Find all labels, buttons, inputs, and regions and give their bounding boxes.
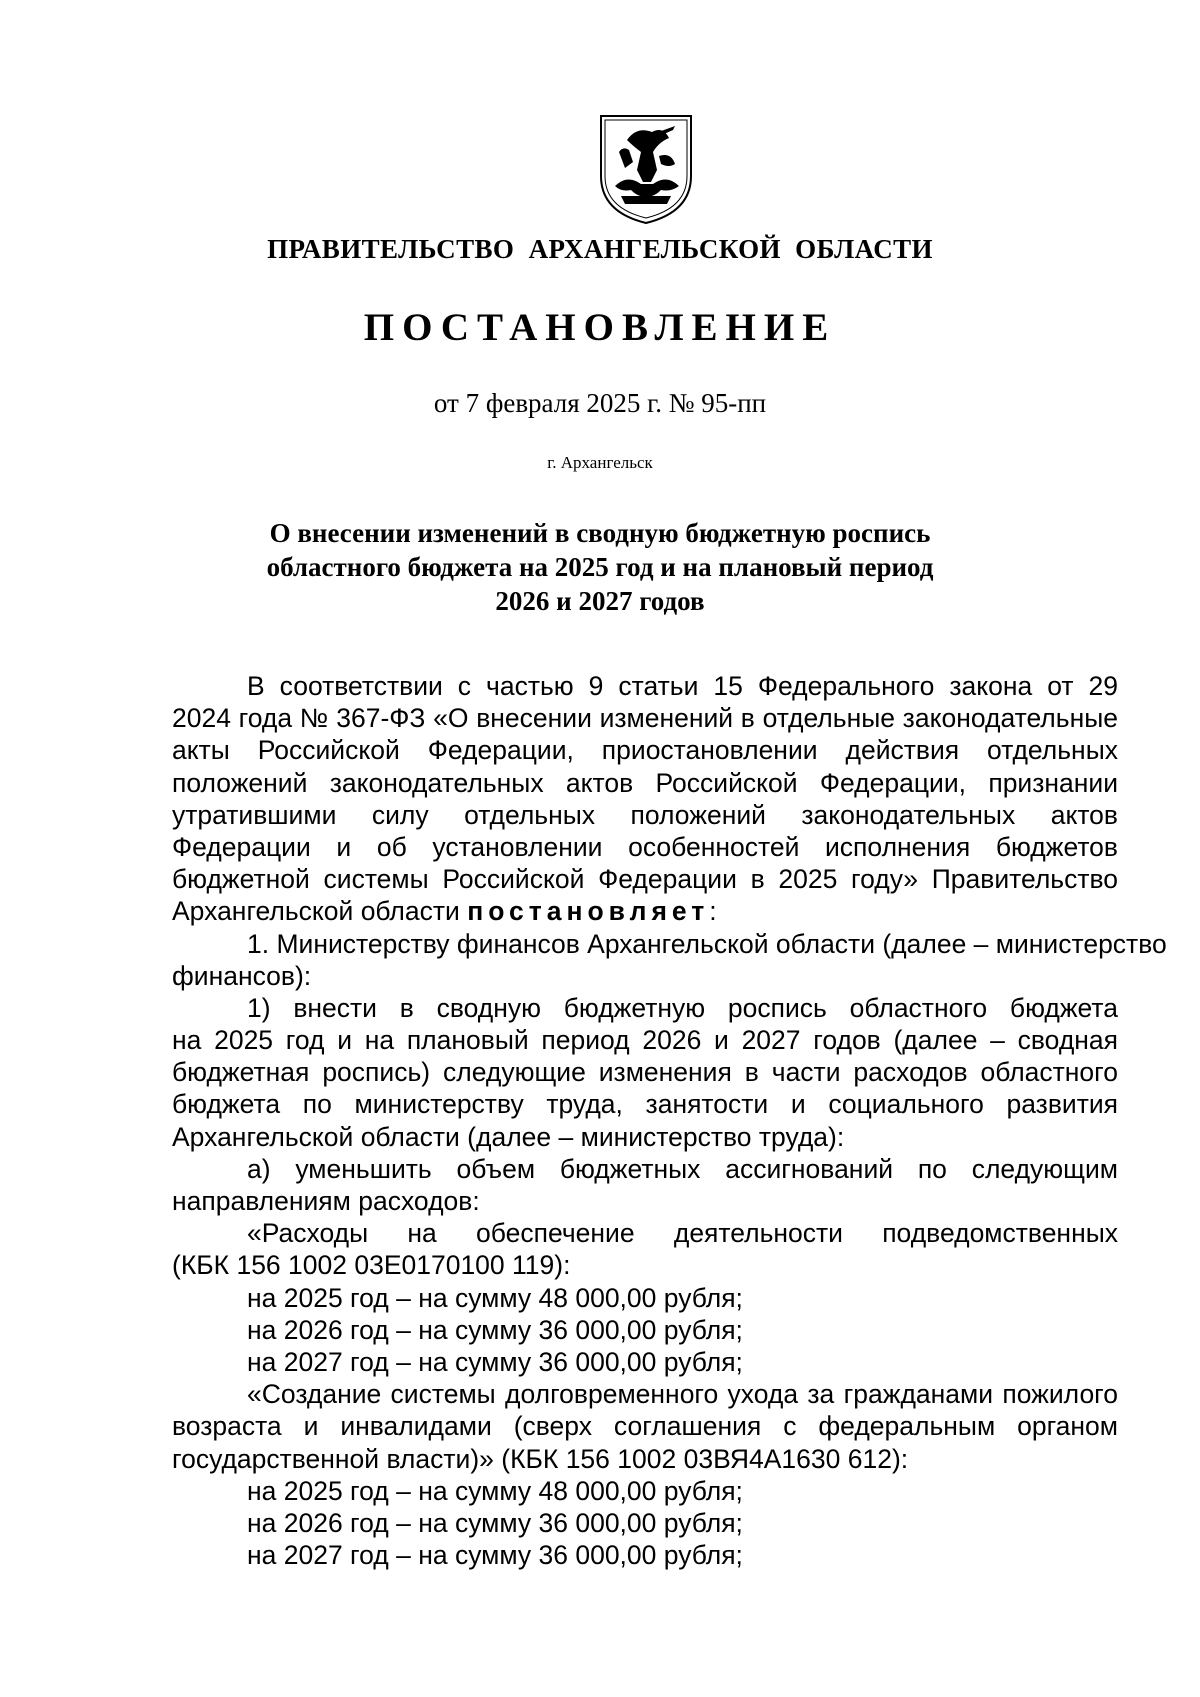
document-city: г. Архангельск — [547, 453, 653, 472]
body-line: бюджетной системы Российской Федерации в 2025 году» Правительство — [172, 864, 1118, 895]
body-line: «Расходы на обеспечение деятельности подведомственных — [247, 1218, 1118, 1249]
body-line: положений законодательных актов Российской Федерации, признании — [172, 767, 1118, 798]
body-line: на 2027 год – на сумму 36 000,00 рубля; — [247, 1346, 743, 1377]
body-line: утратившими силу отдельных положений законодательных актов — [172, 799, 1118, 830]
coat-of-arms-icon — [597, 112, 695, 226]
body-line: возраста и инвалидами (сверх соглашения с федеральным органом — [172, 1411, 1118, 1442]
organization-name: ПРАВИТЕЛЬСТВО АРХАНГЕЛЬСКОЙ ОБЛАСТИ — [267, 234, 933, 264]
body-line: (КБК 156 1002 03Е0170100 119): — [172, 1250, 571, 1281]
resolves-word: постановляет — [467, 896, 710, 927]
body-line: финансов): — [172, 960, 312, 991]
body-line: на 2026 год – на сумму 36 000,00 рубля; — [247, 1507, 743, 1538]
body-line: на 2026 год – на сумму 36 000,00 рубля; — [247, 1314, 743, 1345]
body-line: Архангельской области (далее – министерство труда): — [172, 1121, 845, 1152]
document-body — [172, 670, 1167, 1571]
title-line: 2026 и 2027 годов — [495, 586, 705, 616]
body-line: «Создание системы долговременного ухода за гражданами пожилого — [247, 1379, 1118, 1410]
body-line: Федерации и об установлении особенностей исполнения бюджетов — [172, 831, 1118, 862]
body-line: а) уменьшить объем бюджетных ассигнований по следующим — [247, 1153, 1118, 1184]
body-line: 1) внести в сводную бюджетную роспись областного бюджета — [247, 992, 1118, 1023]
title-line: областного бюджета на 2025 год и на плановый период — [266, 552, 934, 582]
body-line: государственной власти)» (КБК 156 1002 03ВЯ4А1630 612): — [172, 1443, 909, 1474]
body-line: 2024 года № 367-ФЗ «О внесении изменений в отдельные законодательные — [172, 703, 1118, 734]
title-line: О внесении изменений в сводную бюджетную роспись — [269, 518, 931, 548]
body-line: направлениям расходов: — [172, 1186, 480, 1216]
document-date-number: от 7 февраля 2025 г. № 95-пп — [433, 388, 767, 418]
body-line-resolves — [172, 895, 1118, 927]
body-line: на 2025 год – на сумму 48 000,00 рубля; — [247, 1282, 743, 1313]
body-line: на 2025 год и на плановый период 2026 и 2027 годов (далее – сводная — [172, 1025, 1118, 1056]
document-title — [0, 516, 1200, 618]
body-line: акты Российской Федерации, приостановлении действия отдельных — [172, 735, 1118, 766]
body-line: бюджета по министерству труда, занятости и социального развития — [172, 1089, 1118, 1120]
body-line: В соответствии с частью 9 статьи 15 Федерального закона от 29 — [247, 671, 1118, 701]
document-type: ПОСТАНОВЛЕНИЕ — [363, 306, 837, 349]
body-line: бюджетная роспись) следующие изменения в части расходов областного — [172, 1057, 1118, 1088]
body-line: 1. Министерству финансов Архангельской области (далее – министерство — [247, 928, 1167, 959]
body-line-part: Архангельской области — [172, 896, 468, 927]
body-line: на 2025 год – на сумму 48 000,00 рубля; — [247, 1475, 743, 1506]
body-line-part: : — [709, 896, 717, 927]
body-line: на 2027 год – на сумму 36 000,00 рубля; — [247, 1540, 743, 1571]
